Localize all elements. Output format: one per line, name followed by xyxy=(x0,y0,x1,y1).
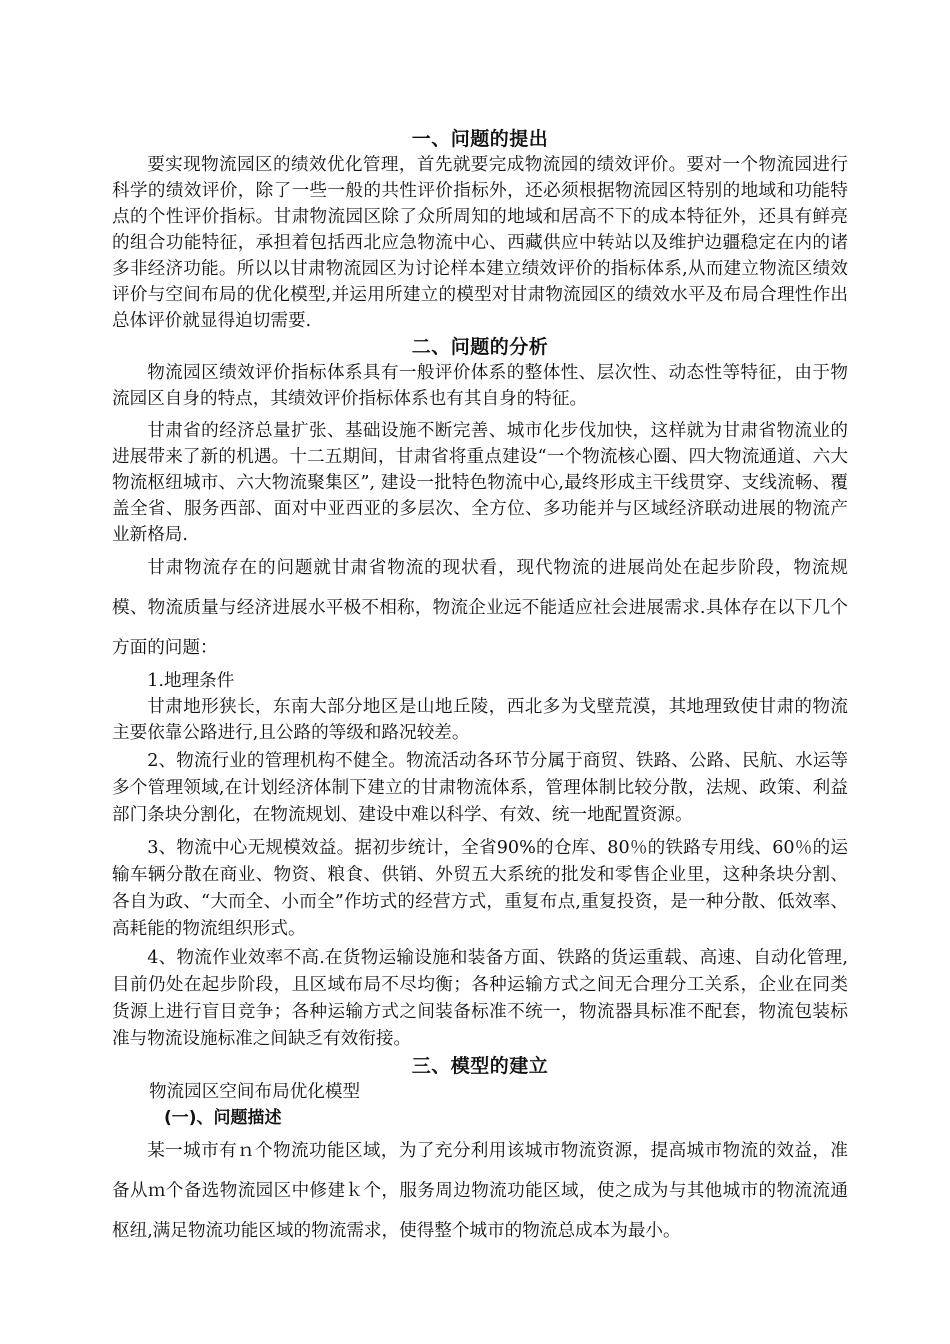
section-heading-2: 二、问题的分析 xyxy=(411,336,549,358)
paragraph: 某一城市有ｎ个物流功能区域，为了充分利用该城市物流资源，提高城市物流的效益，准备从ｍ个备选物流园区中修建ｋ个，服务周边物流功能区域，使之成为与其他城市的物流流通枢纽,满足物流功能区域的物流需求，使得整个城市的物流总成本为最小。 xyxy=(112,1141,848,1241)
subsection-heading: (一)、问题描述 xyxy=(164,1108,282,1128)
section-heading-3: 三、模型的建立 xyxy=(411,1055,549,1077)
paragraph: 甘肃省的经济总量扩张、基础设施不断完善、城市化步伐加快，这样就为甘肃省物流业的进展带来了新的机遇。十二五期间，甘肃省将重点建设“一个物流核心圈、四大物流通道、六大物流枢纽城市、六大物流聚集区”, 建设一批特色物流中心,最终形成主干线贯穿、支线流畅、覆盖全省、服务西部、面对中亚西亚的多层次、全方位、多功能并与区域经济联动进展的物流产业新格局. xyxy=(112,421,848,545)
section-heading-1: 一、问题的提出 xyxy=(411,128,549,150)
paragraph: 3、物流中心无规模效益。据初步统计，全省90%的仓库、80％的铁路专用线、60％的运输车辆分散在商业、物资、粮食、供销、外贸五大系统的批发和零售企业里，这种条块分割、各自为政、“大而全、小而全”作坊式的经营方式，重复布点,重复投资，是一种分散、低效率、高耗能的物流组织形式。 xyxy=(112,838,848,939)
list-heading: 1.地理条件 xyxy=(147,671,235,691)
paragraph: 甘肃地形狭长，东南大部分地区是山地丘陵，西北多为戈壁荒漠，其地理致使甘肃的物流主要依靠公路进行,且公路的等级和路况较差。 xyxy=(112,697,848,743)
paragraph: 要实现物流园区的绩效优化管理，首先就要完成物流园的绩效评价。要对一个物流园进行科学的绩效评价，除了一些一般的共性评价指标外，还必须根据物流园区特别的地域和功能特点的个性评价指标。甘肃物流园区除了众所周知的地域和居高不下的成本特征外，还具有鲜亮的组合功能特征，承担着包括西北应急物流中心、西藏供应中转站以及维护边疆稳定在内的诸多非经济功能。所以以甘肃物流园区为讨论样本建立绩效评价的指标体系,从而建立物流区绩效评价与空间布局的优化模型,并运用所建立的模型对甘肃物流园区的绩效水平及布局合理性作出总体评价就显得迫切需要. xyxy=(112,155,848,331)
document-page xyxy=(112,126,848,1251)
paragraph: 4、物流作业效率不高.在货物运输设施和装备方面、铁路的货运重载、高速、自动化管理,目前仍处在起步阶段，且区域布局不尽均衡；各种运输方式之间无合理分工关系，企业在同类货源上进行盲目竞争；各种运输方式之间装备标准不统一，物流器具标准不配套，物流包装标准与物流设施标准之间缺乏有效衔接。 xyxy=(112,948,848,1049)
section-subtitle: 物流园区空间布局优化模型 xyxy=(148,1082,361,1102)
paragraph: 物流园区绩效评价指标体系具有一般评价体系的整体性、层次性、动态性等特征，由于物流园区自身的特点，其绩效评价指标体系也有其自身的特征。 xyxy=(112,363,848,409)
paragraph: 甘肃物流存在的问题就甘肃省物流的现状看，现代物流的进展尚处在起步阶段，物流规模、物流质量与经济进展水平极不相称，物流企业远不能适应社会进展需求.具体存在以下几个方面的问题： xyxy=(112,558,848,658)
paragraph: 2、物流行业的管理机构不健全。物流活动各环节分属于商贸、铁路、公路、民航、水运等多个管理领域,在计划经济体制下建立的甘肃物流体系，管理体制比较分散，法规、政策、利益部门条块分割化，在物流规划、建设中难以科学、有效、统一地配置资源。 xyxy=(112,751,848,825)
